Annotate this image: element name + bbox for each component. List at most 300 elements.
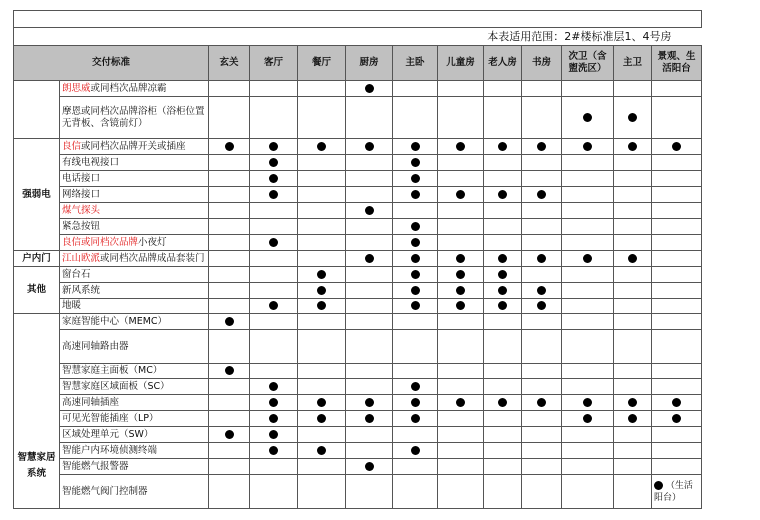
item-text: 新风系统: [62, 284, 101, 296]
mark-cell: [250, 97, 298, 139]
table-row: [14, 475, 702, 509]
bullet-icon: [269, 238, 278, 247]
mark-cell: [298, 299, 346, 314]
header-room: 厨房: [346, 46, 393, 81]
mark-cell: [393, 395, 438, 411]
mark-cell: [393, 459, 438, 475]
mark-cell: [438, 379, 484, 395]
bullet-icon: [269, 446, 278, 455]
mark-cell: [614, 314, 652, 330]
mark-cell: [652, 459, 702, 475]
mark-cell: [438, 203, 484, 219]
mark-cell: [652, 427, 702, 443]
mark-cell: [346, 219, 393, 235]
mark-cell: [484, 81, 522, 97]
mark-cell: [522, 267, 562, 283]
mark-cell: [393, 330, 438, 364]
bullet-icon: [456, 254, 465, 263]
mark-cell: [652, 187, 702, 203]
mark-cell: [346, 379, 393, 395]
item-name: [60, 443, 209, 459]
mark-cell: [614, 267, 652, 283]
mark-cell: [250, 235, 298, 251]
mark-cell: [250, 443, 298, 459]
bullet-icon: [411, 158, 420, 167]
header-room: 老人房: [484, 46, 522, 81]
table-row: [14, 443, 702, 459]
item-text: 紧急按钮: [62, 220, 101, 232]
mark-cell: [562, 427, 614, 443]
bullet-icon: [365, 398, 374, 407]
bullet-icon: [411, 190, 420, 199]
mark-cell: [209, 475, 250, 509]
bullet-icon: [365, 142, 374, 151]
mark-cell: [438, 267, 484, 283]
mark-cell: [250, 411, 298, 427]
mark-cell: [438, 235, 484, 251]
item-name: [60, 283, 209, 299]
mark-cell: [484, 155, 522, 171]
bullet-icon: [365, 462, 374, 471]
mark-cell: [484, 299, 522, 314]
bullet-icon: [365, 414, 374, 423]
bullet-icon: [537, 398, 546, 407]
mark-cell: [652, 314, 702, 330]
mark-cell: [393, 139, 438, 155]
mark-cell: [614, 171, 652, 187]
mark-cell: [562, 475, 614, 509]
bullet-icon: [654, 481, 663, 490]
mark-cell: [250, 171, 298, 187]
table-row: [14, 171, 702, 187]
mark-cell: [484, 330, 522, 364]
table-row: [14, 187, 702, 203]
mark-cell: [393, 203, 438, 219]
mark-cell: [346, 314, 393, 330]
scope-title: 本表适用范围：2#楼标准层1、4号房: [14, 28, 702, 46]
table-row: [14, 139, 702, 155]
mark-cell: [522, 459, 562, 475]
bullet-icon: [411, 414, 420, 423]
mark-cell: [614, 395, 652, 411]
table-row: [14, 97, 702, 139]
table-row: [14, 203, 702, 219]
item-text: 智能燃气阀门控制器: [62, 485, 148, 497]
mark-cell: [522, 219, 562, 235]
item-name: [60, 187, 209, 203]
item-name: [60, 411, 209, 427]
item-text: 或同档次品牌成品套装门: [100, 252, 205, 264]
title-row: [14, 28, 702, 46]
item-name: [60, 139, 209, 155]
table-row: [14, 235, 702, 251]
mark-cell: [438, 219, 484, 235]
mark-cell: [484, 364, 522, 379]
mark-cell: [393, 219, 438, 235]
mark-cell: [209, 81, 250, 97]
item-name: [60, 299, 209, 314]
mark-cell: [652, 283, 702, 299]
item-name: [60, 330, 209, 364]
bullet-icon: [672, 142, 681, 151]
mark-cell: [652, 171, 702, 187]
mark-cell: [614, 443, 652, 459]
mark-cell: [209, 187, 250, 203]
mark-cell: [562, 155, 614, 171]
bullet-icon: [411, 254, 420, 263]
mark-cell: [298, 81, 346, 97]
mark-cell: [652, 330, 702, 364]
mark-cell: [298, 395, 346, 411]
mark-cell: [250, 395, 298, 411]
category-label: [14, 81, 60, 139]
mark-cell: [209, 379, 250, 395]
mark-cell: [209, 330, 250, 364]
item-text: 有线电视接口: [62, 156, 120, 168]
brand-name: 良信: [62, 140, 82, 152]
mark-cell: [484, 267, 522, 283]
mark-cell: [250, 267, 298, 283]
mark-cell: [298, 411, 346, 427]
mark-cell: [209, 283, 250, 299]
bullet-icon: [498, 142, 507, 151]
bullet-icon: [456, 301, 465, 310]
cell-note: （生活阳台）: [654, 480, 693, 503]
mark-cell: [298, 475, 346, 509]
mark-cell: [346, 235, 393, 251]
mark-cell: [209, 139, 250, 155]
bullet-icon: [411, 174, 420, 183]
bullet-icon: [537, 190, 546, 199]
item-text: 或同档次品牌凉霸: [90, 82, 167, 94]
item-text: 家庭智能中心（MEMC）: [62, 315, 168, 327]
bullet-icon: [365, 84, 374, 93]
mark-cell: [346, 443, 393, 459]
mark-cell: [346, 427, 393, 443]
mark-cell: [522, 251, 562, 267]
item-name: [60, 314, 209, 330]
blank-cell: [14, 11, 702, 28]
mark-cell: [298, 219, 346, 235]
mark-cell: [346, 267, 393, 283]
category-label: 其他: [14, 267, 60, 314]
mark-cell: [522, 203, 562, 219]
mark-cell: [393, 235, 438, 251]
bullet-icon: [456, 398, 465, 407]
item-name: [60, 97, 209, 139]
mark-cell: [562, 411, 614, 427]
mark-cell: [438, 155, 484, 171]
bullet-icon: [269, 142, 278, 151]
mark-cell: [652, 267, 702, 283]
mark-cell: [484, 203, 522, 219]
mark-cell: [298, 427, 346, 443]
mark-cell: [346, 475, 393, 509]
mark-cell: [562, 203, 614, 219]
mark-cell: [393, 267, 438, 283]
bullet-icon: [583, 414, 592, 423]
mark-cell: [484, 475, 522, 509]
mark-cell: [652, 155, 702, 171]
mark-cell: [438, 97, 484, 139]
bullet-icon: [365, 254, 374, 263]
table-row: [14, 251, 702, 267]
brand-name: 良信或同档次品牌: [62, 236, 139, 248]
mark-cell: [298, 364, 346, 379]
mark-cell: [652, 203, 702, 219]
mark-cell: [393, 427, 438, 443]
mark-cell: [614, 203, 652, 219]
mark-cell: [209, 251, 250, 267]
mark-cell: [614, 475, 652, 509]
mark-cell: [652, 139, 702, 155]
mark-cell: [393, 283, 438, 299]
mark-cell: [522, 97, 562, 139]
mark-cell: [346, 459, 393, 475]
mark-cell: [298, 235, 346, 251]
bullet-icon: [672, 414, 681, 423]
mark-cell: [250, 314, 298, 330]
mark-cell: [562, 171, 614, 187]
header-room: 景观、生活阳台: [652, 46, 702, 81]
header-room: 次卫（含盥洗区）: [562, 46, 614, 81]
bullet-icon: [225, 142, 234, 151]
mark-cell: [562, 299, 614, 314]
table-row: [14, 314, 702, 330]
bullet-icon: [411, 301, 420, 310]
mark-cell: [393, 187, 438, 203]
table-row: [14, 411, 702, 427]
header-standard: 交付标准: [14, 46, 209, 81]
bullet-icon: [269, 190, 278, 199]
mark-cell: [438, 139, 484, 155]
mark-cell: [346, 299, 393, 314]
mark-cell: [298, 203, 346, 219]
mark-cell: [346, 81, 393, 97]
mark-cell: [614, 364, 652, 379]
bullet-icon: [672, 398, 681, 407]
mark-cell: [438, 81, 484, 97]
mark-cell: [652, 235, 702, 251]
item-name: [60, 235, 209, 251]
mark-cell: [522, 299, 562, 314]
bullet-icon: [411, 238, 420, 247]
mark-cell: [346, 139, 393, 155]
bullet-icon: [411, 286, 420, 295]
mark-cell: [209, 235, 250, 251]
mark-cell: [209, 411, 250, 427]
mark-cell: [562, 364, 614, 379]
mark-cell: [346, 203, 393, 219]
table-row: [14, 395, 702, 411]
mark-cell: [484, 171, 522, 187]
mark-cell: [614, 427, 652, 443]
bullet-icon: [317, 270, 326, 279]
mark-cell: [614, 299, 652, 314]
mark-cell: [250, 187, 298, 203]
mark-cell: [522, 187, 562, 203]
mark-cell: [522, 155, 562, 171]
mark-cell: [614, 379, 652, 395]
mark-cell: [298, 379, 346, 395]
mark-cell: [484, 283, 522, 299]
bullet-icon: [583, 398, 592, 407]
item-text: 电话接口: [62, 172, 101, 184]
bullet-icon: [498, 301, 507, 310]
mark-cell: [346, 411, 393, 427]
mark-cell: [652, 219, 702, 235]
mark-cell: [562, 235, 614, 251]
category-label: 户内门: [14, 251, 60, 267]
bullet-icon: [317, 446, 326, 455]
mark-cell: [393, 299, 438, 314]
mark-cell: [562, 283, 614, 299]
bullet-icon: [269, 398, 278, 407]
mark-cell: [250, 203, 298, 219]
mark-cell: [298, 314, 346, 330]
mark-cell: [209, 427, 250, 443]
table-row: [14, 81, 702, 97]
mark-cell: [393, 364, 438, 379]
brand-name: 煤气探头: [62, 204, 101, 216]
item-name: [60, 171, 209, 187]
mark-cell: [209, 299, 250, 314]
mark-cell: [209, 395, 250, 411]
mark-cell: [522, 314, 562, 330]
mark-cell: [614, 219, 652, 235]
table-row: [14, 379, 702, 395]
mark-cell: [652, 97, 702, 139]
category-label: 强弱电: [14, 139, 60, 251]
item-name: [60, 427, 209, 443]
mark-cell: [562, 379, 614, 395]
mark-cell: [562, 330, 614, 364]
item-text: 区域处理单元（SW）: [62, 428, 154, 440]
mark-cell: [484, 139, 522, 155]
mark-cell: [614, 97, 652, 139]
mark-cell: [562, 219, 614, 235]
mark-cell: [250, 459, 298, 475]
bullet-icon: [269, 430, 278, 439]
mark-cell: [393, 81, 438, 97]
header-room: 书房: [522, 46, 562, 81]
item-text: 高速同轴插座: [62, 396, 120, 408]
mark-cell: [438, 283, 484, 299]
blank-row: [14, 11, 702, 28]
mark-cell: [614, 155, 652, 171]
bullet-icon: [225, 366, 234, 375]
bullet-icon: [628, 398, 637, 407]
mark-cell: [346, 251, 393, 267]
mark-cell: [614, 251, 652, 267]
item-text: 智能户内环境侦测终端: [62, 444, 158, 456]
mark-cell: [298, 443, 346, 459]
table-row: [14, 155, 702, 171]
mark-cell: [298, 155, 346, 171]
mark-cell: [522, 379, 562, 395]
mark-cell: [250, 379, 298, 395]
mark-cell: [250, 427, 298, 443]
mark-cell: [562, 395, 614, 411]
mark-cell: [484, 251, 522, 267]
mark-cell: [250, 251, 298, 267]
mark-cell: [298, 171, 346, 187]
item-name: [60, 155, 209, 171]
mark-cell: [209, 155, 250, 171]
mark-cell: [652, 364, 702, 379]
mark-cell: [614, 187, 652, 203]
bullet-icon: [225, 317, 234, 326]
item-name: [60, 251, 209, 267]
mark-cell: [562, 187, 614, 203]
mark-cell: [562, 81, 614, 97]
mark-cell: [298, 97, 346, 139]
bullet-icon: [456, 286, 465, 295]
mark-cell: [614, 411, 652, 427]
bullet-icon: [498, 270, 507, 279]
bullet-icon: [317, 398, 326, 407]
bullet-icon: [269, 301, 278, 310]
mark-cell: [209, 203, 250, 219]
mark-cell: [250, 475, 298, 509]
mark-cell: [484, 97, 522, 139]
bullet-icon: [269, 158, 278, 167]
mark-cell: [614, 283, 652, 299]
mark-cell: [562, 267, 614, 283]
bullet-icon: [583, 254, 592, 263]
mark-cell: [484, 427, 522, 443]
mark-cell: [209, 314, 250, 330]
header-room: 主卫: [614, 46, 652, 81]
mark-cell: [438, 171, 484, 187]
mark-cell: [484, 379, 522, 395]
mark-cell: [484, 314, 522, 330]
mark-cell: [346, 187, 393, 203]
mark-cell: [522, 171, 562, 187]
mark-cell: [393, 314, 438, 330]
table-row: [14, 219, 702, 235]
bullet-icon: [537, 286, 546, 295]
mark-cell: [298, 459, 346, 475]
mark-cell: [562, 459, 614, 475]
mark-cell: [393, 411, 438, 427]
mark-cell: [522, 475, 562, 509]
mark-cell: [614, 139, 652, 155]
bullet-icon: [628, 142, 637, 151]
delivery-standard-table: [13, 10, 702, 509]
bullet-icon: [317, 142, 326, 151]
mark-cell: [562, 443, 614, 459]
header-room: 儿童房: [438, 46, 484, 81]
item-text: 智慧家庭主面板（MC）: [62, 365, 163, 376]
bullet-icon: [411, 222, 420, 231]
mark-cell: [438, 443, 484, 459]
mark-cell: [298, 330, 346, 364]
mark-cell: [250, 155, 298, 171]
bullet-icon: [411, 398, 420, 407]
mark-cell: [484, 219, 522, 235]
mark-cell: [522, 364, 562, 379]
bullet-icon: [498, 190, 507, 199]
item-text: 小夜灯: [138, 236, 167, 248]
item-text: 地暖: [62, 300, 82, 311]
item-name: [60, 475, 209, 509]
mark-cell: [562, 251, 614, 267]
item-name: [60, 364, 209, 379]
mark-cell: [652, 475, 702, 509]
mark-cell: [522, 283, 562, 299]
bullet-icon: [628, 414, 637, 423]
